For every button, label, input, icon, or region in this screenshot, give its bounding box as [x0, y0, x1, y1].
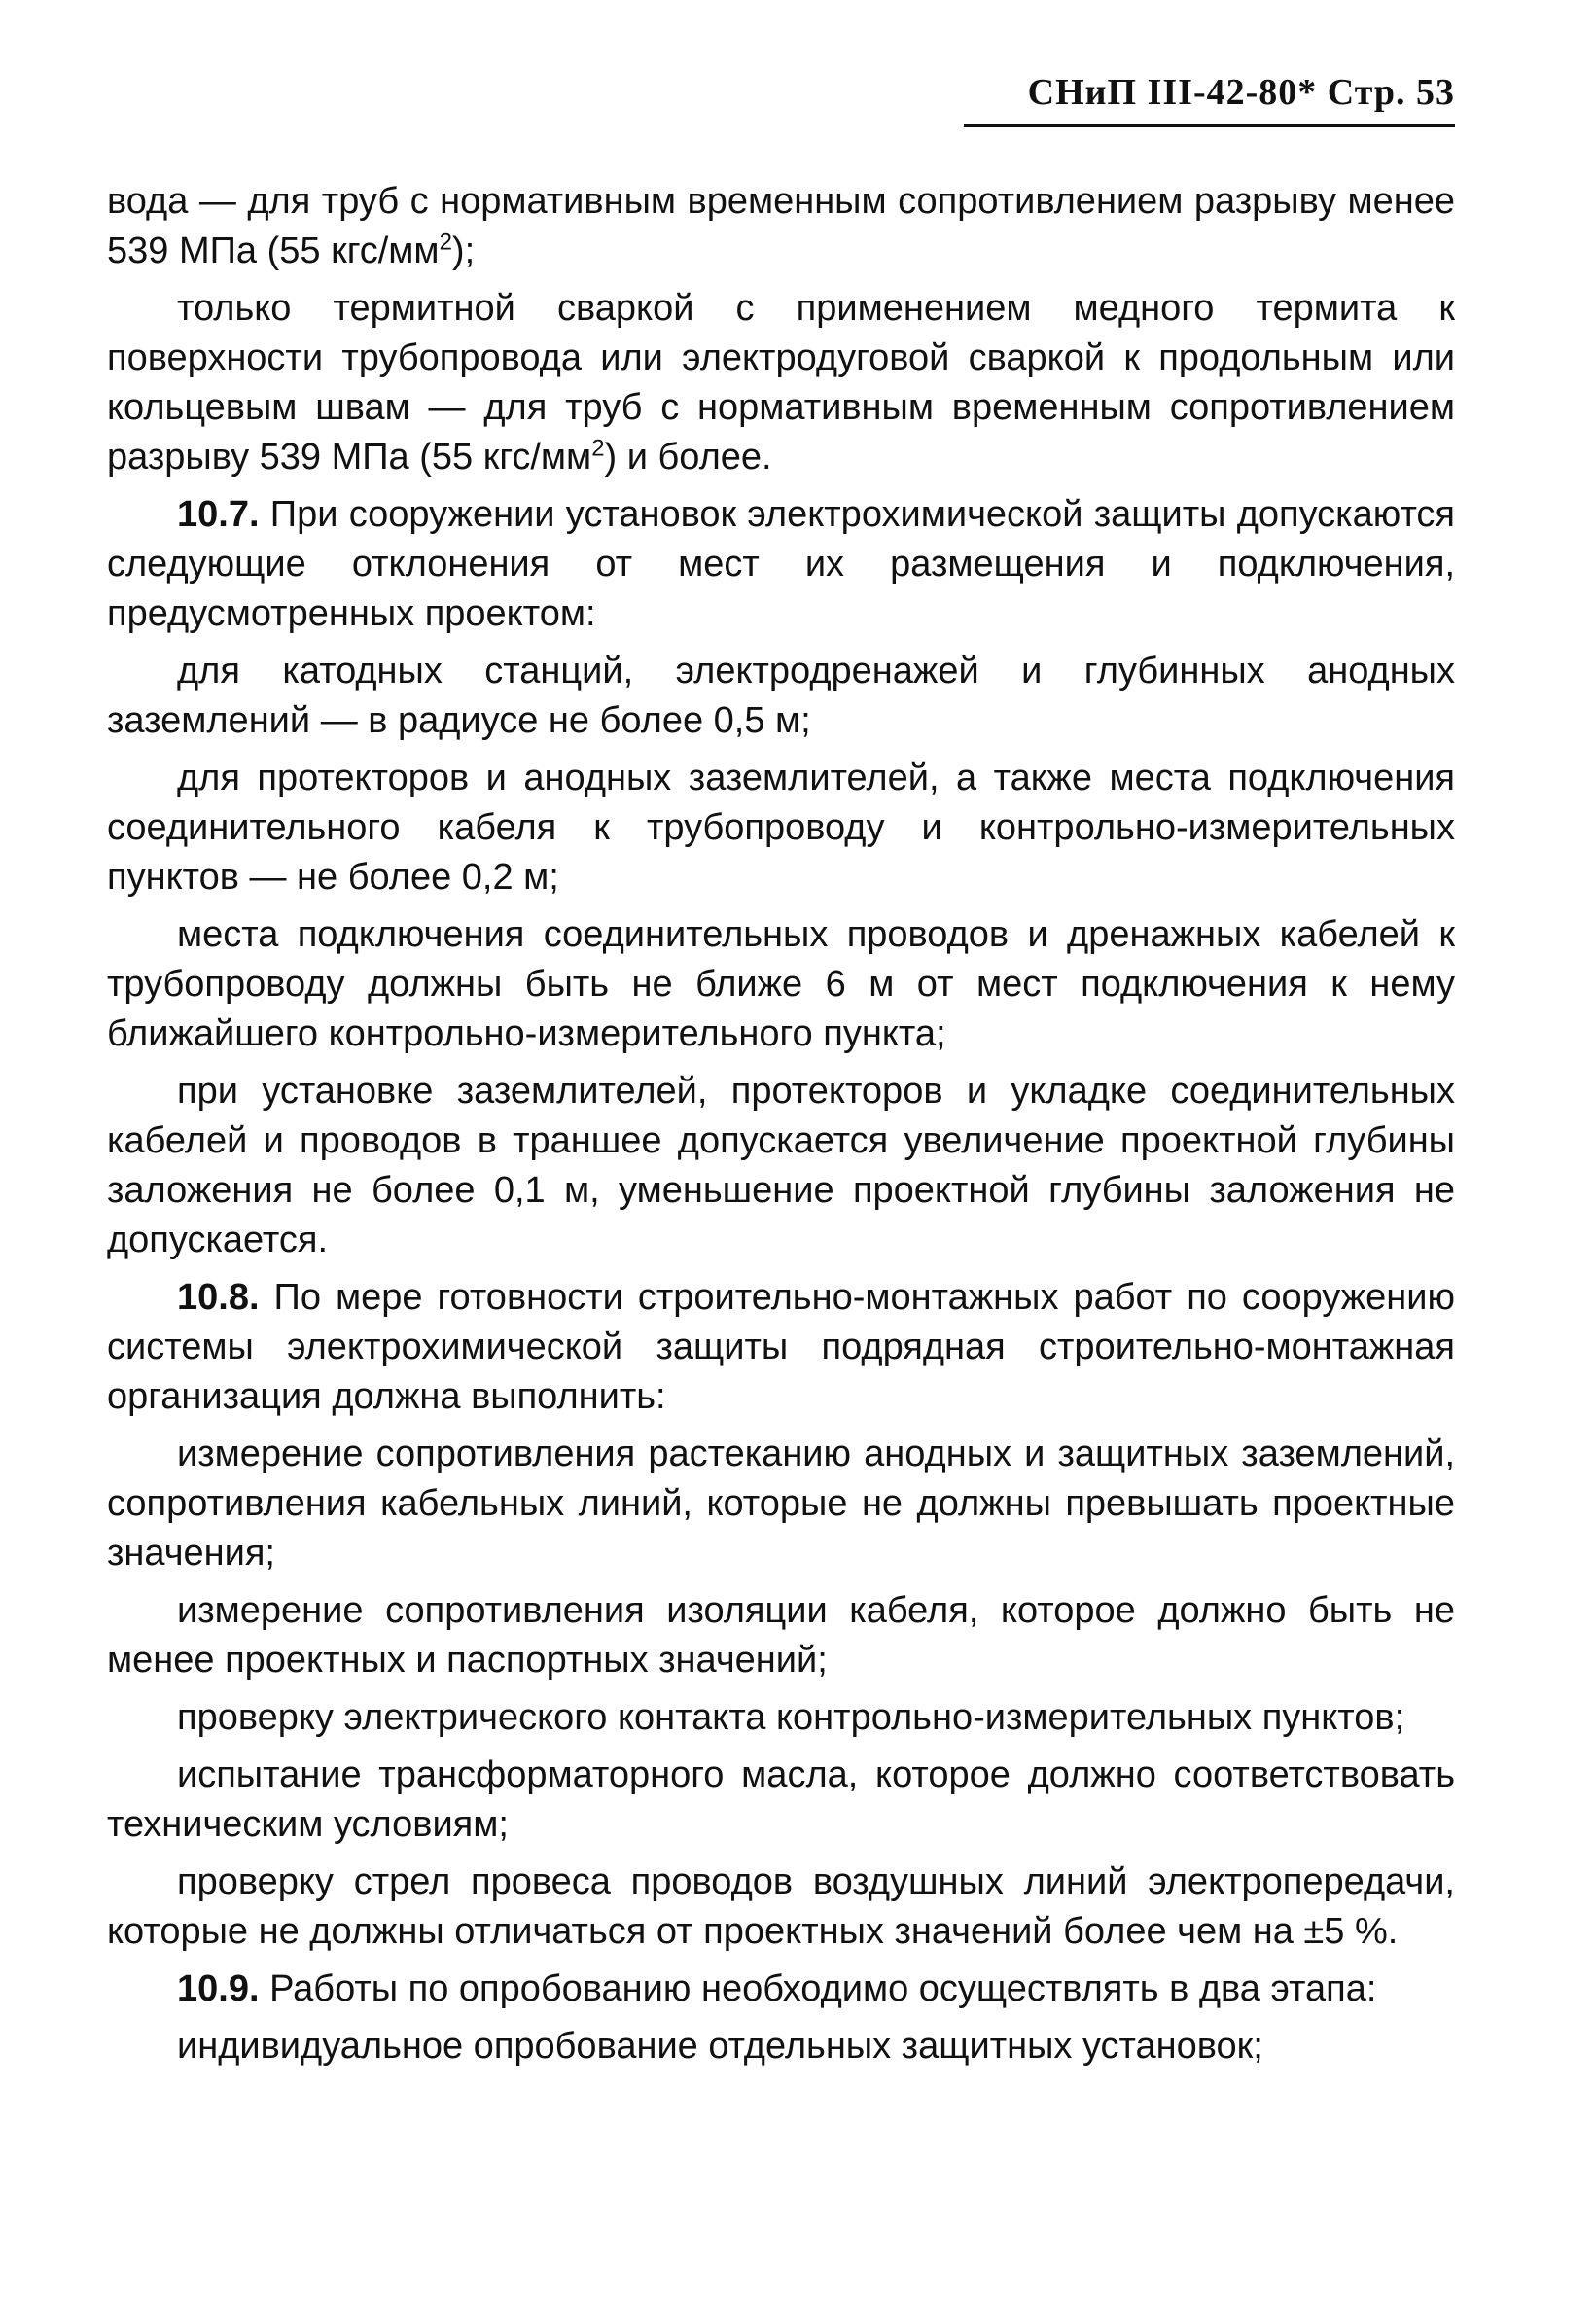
paragraph-text: измерение сопротивления растеканию анодных и защитных заземлений, сопротивления кабельных линий, которые не должны превышать проектные значения;: [107, 1434, 1455, 1574]
paragraph: [107, 1858, 1455, 1957]
paragraph-text: при установке заземлителей, протекторов и укладке соединительных кабелей и проводов в траншее допускается увеличение проектной глубины заложения не более 0,1 м, уменьшение проектной глубины заложения не допускается.: [107, 1071, 1455, 1260]
paragraph-number: 10.7.: [177, 494, 260, 535]
paragraph: [107, 284, 1455, 482]
paragraph: [107, 1067, 1455, 1265]
paragraph-text: ) и более.: [604, 437, 772, 478]
paragraph-text: для протекторов и анодных заземлителей, а также места подключения соединительного кабеля к трубопроводу и контрольно-измерительных пунктов — не более 0,2 м;: [107, 758, 1455, 898]
paragraph-text: измерение сопротивления изоляции кабеля, которое должно быть не менее проектных и паспортных значений;: [107, 1590, 1455, 1681]
paragraph: [107, 2022, 1455, 2072]
paragraph: [107, 1586, 1455, 1685]
document-body: [107, 177, 1455, 2079]
superscript: 2: [591, 435, 605, 462]
paragraph-text: По мере готовности строительно-монтажных работ по сооружению системы электрохимической защиты подрядная строительно-монтажная организация должна выполнить:: [107, 1277, 1455, 1417]
paragraph: [107, 754, 1455, 903]
page-header: [964, 70, 1455, 127]
numbered-paragraph: [107, 490, 1455, 639]
paragraph: [107, 1751, 1455, 1850]
paragraph-text: индивидуальное опробование отдельных защитных установок;: [177, 2026, 1263, 2067]
numbered-paragraph: [107, 1965, 1455, 2014]
paragraph-text: Работы по опробованию необходимо осуществлять в два этапа:: [259, 1968, 1377, 2009]
numbered-paragraph: [107, 1273, 1455, 1422]
header-rule: [964, 124, 1455, 127]
paragraph-text: );: [451, 230, 476, 271]
paragraph: [107, 177, 1455, 276]
paragraph: [107, 1430, 1455, 1578]
paragraph-text: вода — для труб с нормативным временным сопротивлением разрыву менее 539 МПа (55 кгс/мм: [107, 181, 1455, 271]
paragraph: [107, 647, 1455, 746]
paragraph-text: места подключения соединительных проводов и дренажных кабелей к трубопроводу должны быть не ближе 6 м от мест подключения к нему ближайшего контрольно-измерительного пункта;: [107, 914, 1455, 1054]
paragraph-text: только термитной сваркой с применением медного термита к поверхности трубопровода или электродуговой сваркой к продольным или кольцевым швам — для труб с нормативным временным сопротивлением разрыву 539 МПа (55 кгс/мм: [107, 288, 1455, 478]
paragraph-text: проверку электрического контакта контрольно-измерительных пунктов;: [177, 1697, 1405, 1738]
paragraph-text: При сооружении установок электрохимической защиты допускаются следующие отклонения от мест их размещения и подключения, предусмотренных проектом:: [107, 494, 1455, 634]
paragraph-text: проверку стрел провеса проводов воздушных линий электропередачи, которые не должны отличаться от проектных значений более чем на ±5 %.: [107, 1861, 1455, 1952]
superscript: 2: [439, 229, 452, 256]
paragraph: [107, 1693, 1455, 1743]
paragraph-text: для катодных станций, электродренажей и глубинных анодных заземлений — в радиусе не более 0,5 м;: [107, 651, 1455, 741]
paragraph-text: испытание трансформаторного масла, которое должно соответствовать техническим условиям;: [107, 1754, 1455, 1845]
document-title: СНиП III-42-80* Стр. 53: [1027, 72, 1455, 113]
paragraph: [107, 910, 1455, 1059]
paragraph-number: 10.9.: [177, 1968, 260, 2009]
paragraph-number: 10.8.: [177, 1277, 260, 1318]
